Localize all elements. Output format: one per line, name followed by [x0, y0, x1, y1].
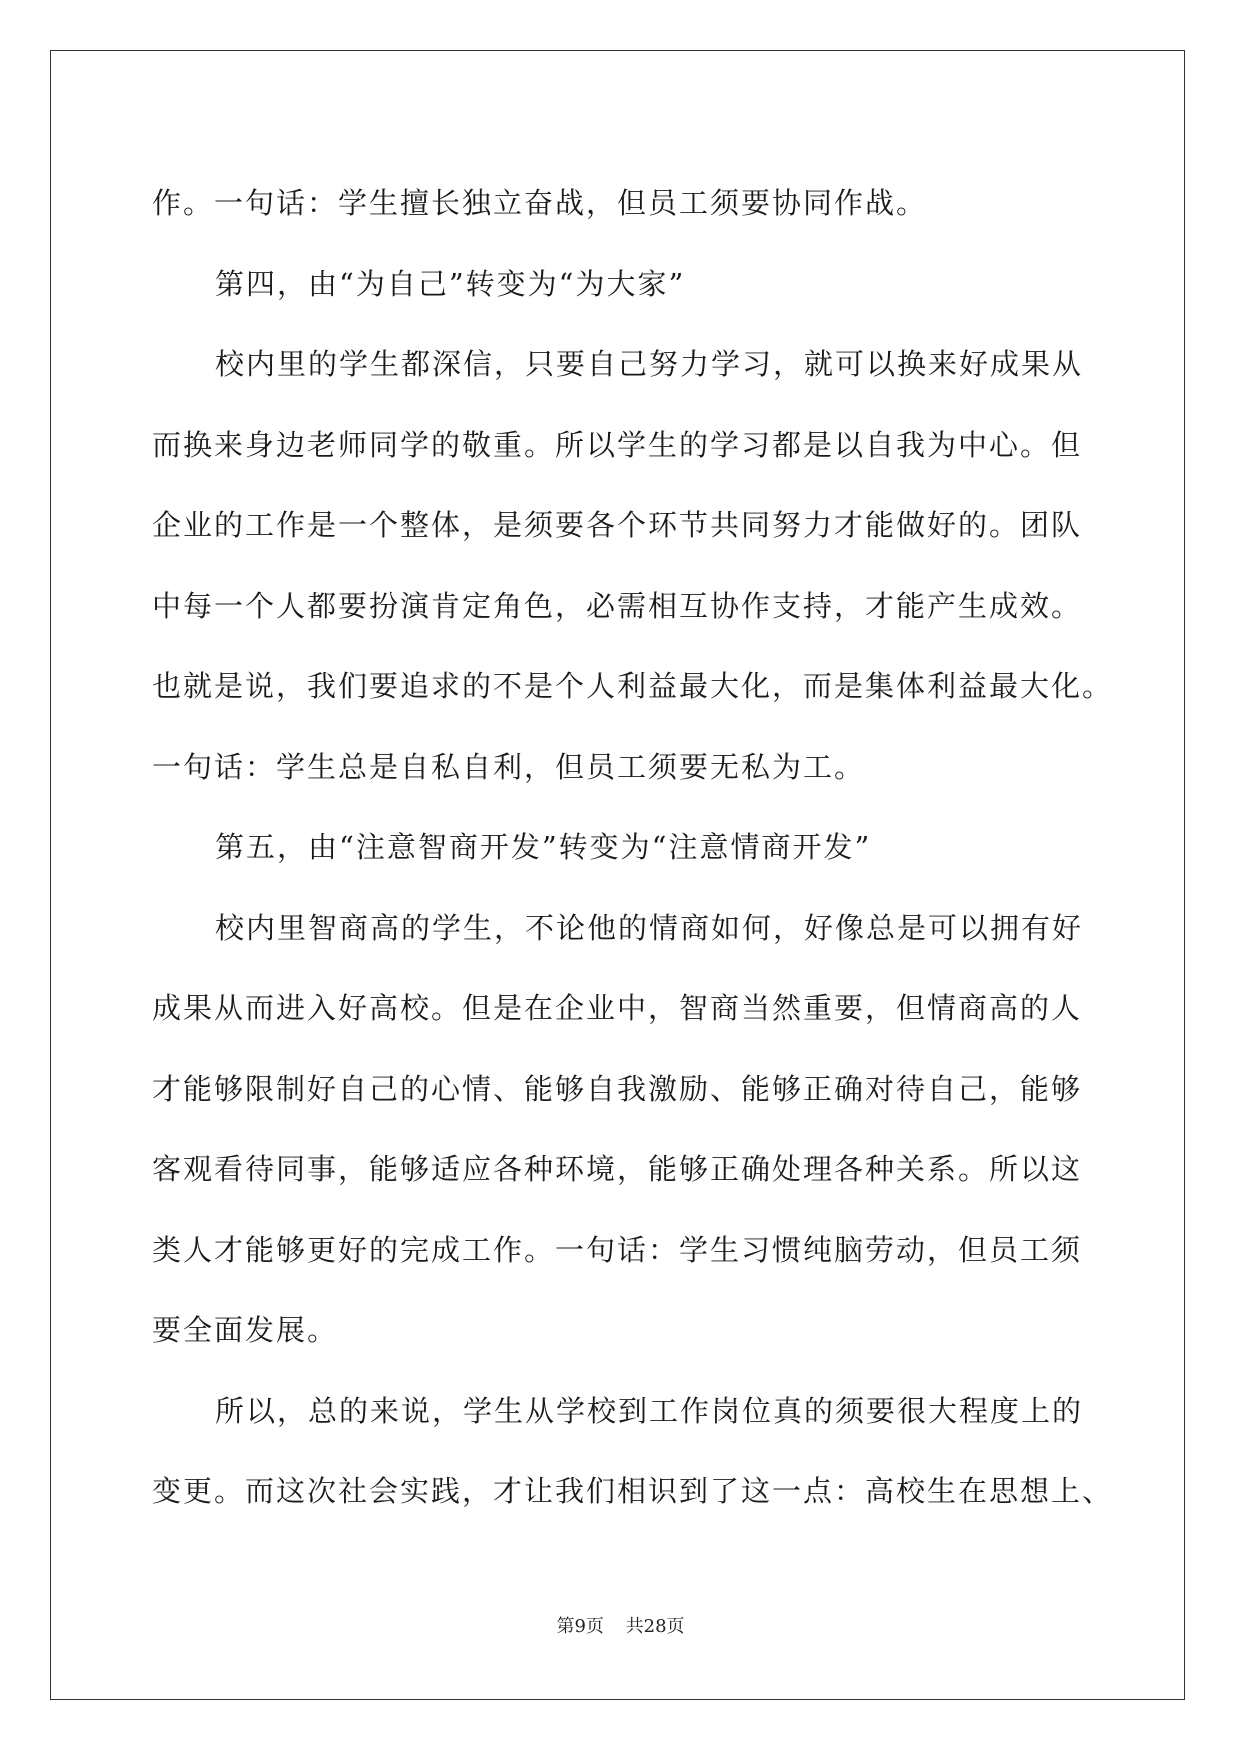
- text-line: 成果从而进入好高校。但是在企业中，智商当然重要，但情商高的人: [152, 991, 1083, 1025]
- text-line: 类人才能够更好的完成工作。一句话：学生习惯纯脑劳动，但员工须: [152, 1232, 1083, 1267]
- section-heading: 第四，由“为自己”转变为“为大家”: [215, 266, 686, 301]
- text-line: 也就是说，我们要追求的不是个人利益最大化，而是集体利益最大化。: [152, 669, 1114, 703]
- text-line: 要全面发展。: [152, 1313, 339, 1347]
- current-page-number: 第9页: [556, 1616, 604, 1637]
- text-line: 客观看待同事，能够适应各种环境，能够正确处理各种关系。所以这: [152, 1152, 1083, 1186]
- page-footer: [0, 1612, 1241, 1638]
- text-line: 才能够限制好自己的心情、能够自我激励、能够正确对待自己，能够: [152, 1071, 1083, 1106]
- text-line: 所以，总的来说，学生从学校到工作岗位真的须要很大程度上的: [215, 1393, 1084, 1428]
- text-line: 企业的工作是一个整体，是须要各个环节共同努力才能做好的。团队: [152, 508, 1083, 542]
- document-body: [152, 163, 1114, 1532]
- text-line: 中每一个人都要扮演肯定角色，必需相互协作支持，才能产生成效。: [152, 588, 1083, 623]
- text-line: 作。一句话：学生擅长独立奋战，但员工须要协同作战。: [152, 186, 928, 220]
- text-line: 校内里智商高的学生，不论他的情商如何，好像总是可以拥有好: [215, 910, 1084, 945]
- text-line: 而换来身边老师同学的敬重。所以学生的学习都是以自我为中心。但: [152, 427, 1083, 462]
- total-page-count: 共28页: [625, 1616, 685, 1637]
- text-line: 一句话：学生总是自私自利，但员工须要无私为工。: [152, 749, 866, 784]
- text-line: 变更。而这次社会实践，才让我们相识到了这一点：高校生在思想上、: [152, 1474, 1114, 1508]
- section-heading: 第五，由“注意智商开发”转变为“注意情商开发”: [215, 830, 872, 864]
- text-line: 校内里的学生都深信，只要自己努力学习，就可以换来好成果从: [215, 347, 1084, 381]
